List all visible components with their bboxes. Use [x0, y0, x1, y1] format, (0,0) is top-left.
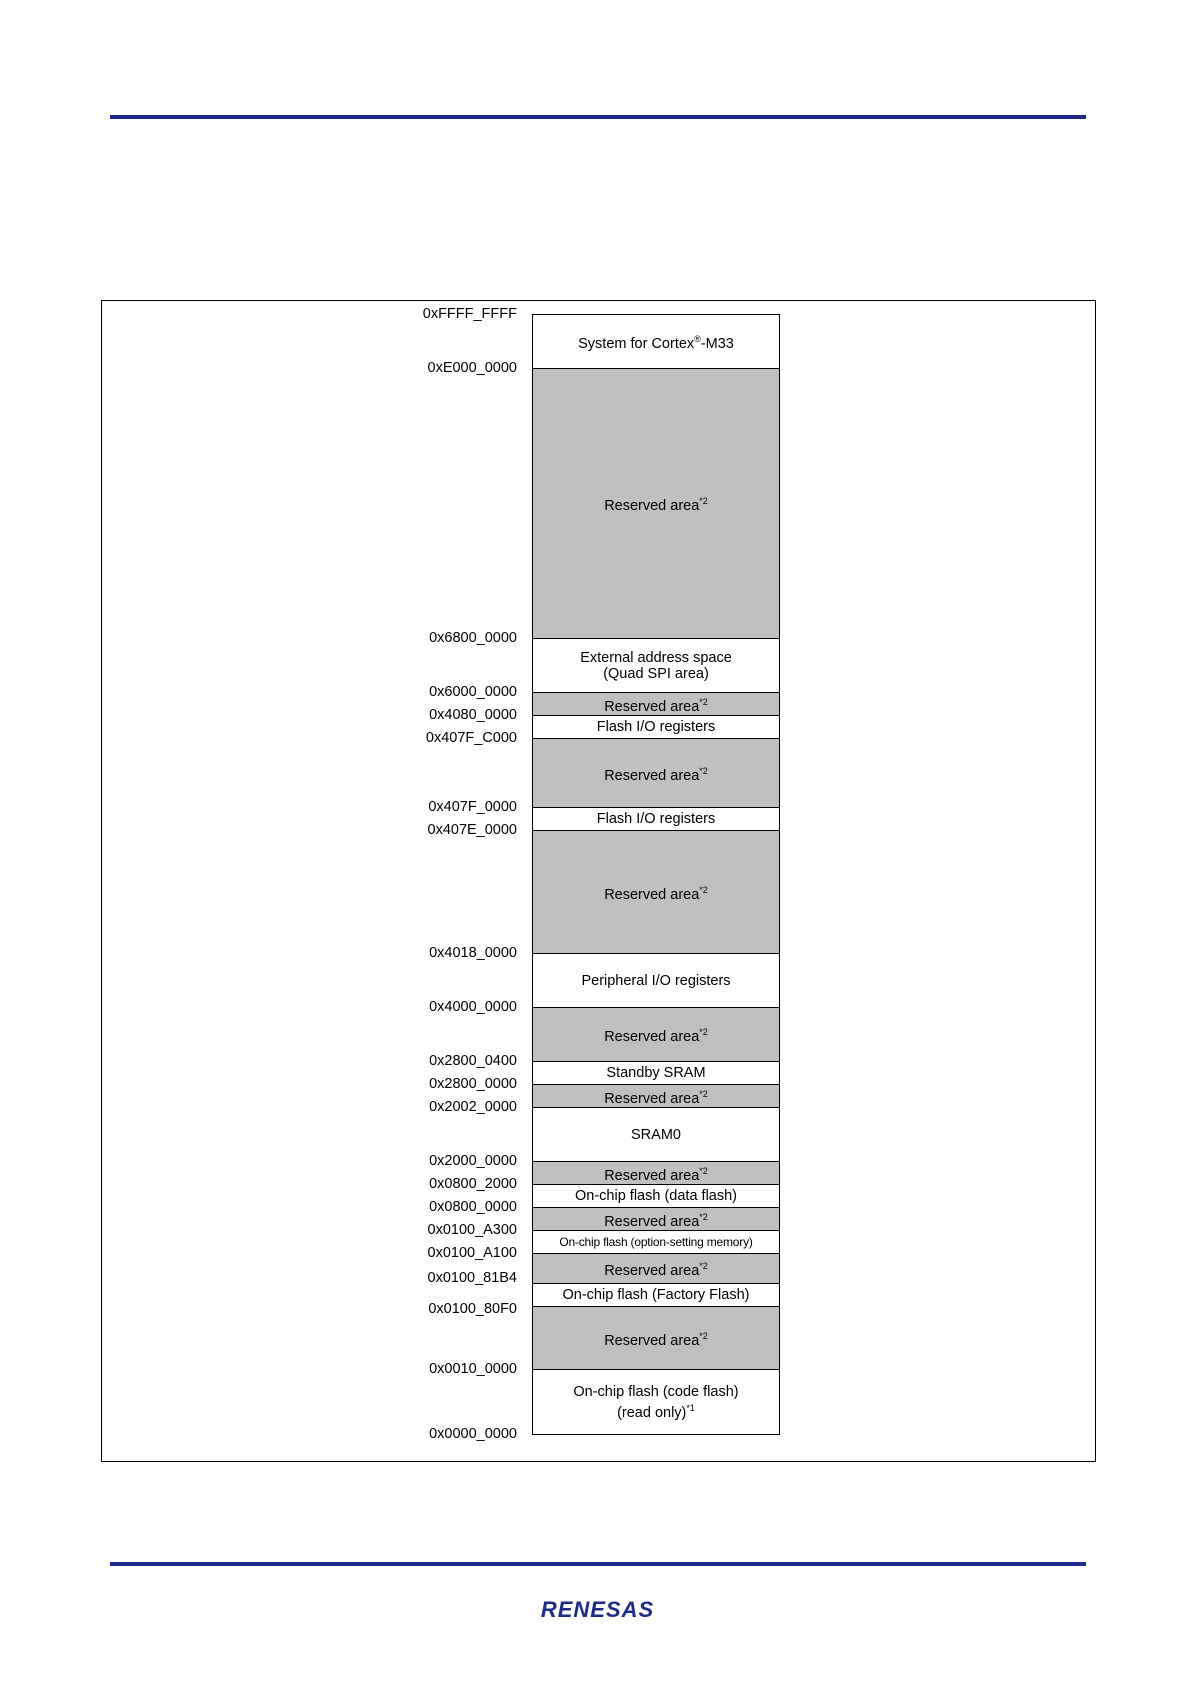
region-text: Flash I/O registers: [596, 811, 716, 827]
reserved-region: [532, 830, 780, 954]
address-label: 0x407E_0000: [427, 822, 517, 838]
region-label: [604, 493, 708, 514]
address-label: 0x6800_0000: [429, 630, 517, 646]
reserved-region: [532, 1253, 780, 1284]
region-text: Reserved area: [604, 886, 700, 903]
region-label: [604, 1209, 708, 1230]
region-label: [581, 973, 730, 989]
address-label: 0x0100_80F0: [428, 1301, 517, 1317]
region-text: Reserved area: [604, 1028, 700, 1045]
region-label: [597, 811, 715, 827]
memory-region: [532, 1184, 780, 1208]
address-label: 0x407F_C000: [425, 730, 517, 746]
region-text: Reserved area: [604, 1262, 700, 1279]
address-label: 0x407F_0000: [428, 799, 517, 815]
memory-region: [532, 715, 780, 739]
logo-text: RENESAS: [540, 1597, 655, 1622]
footnote-mark: ®: [694, 334, 701, 345]
region-label: [604, 1024, 708, 1045]
address-label: 0xE000_0000: [427, 360, 517, 376]
address-label: 0x6000_0000: [429, 684, 517, 700]
region-label: [604, 1328, 708, 1349]
address-label: 0xFFFF_FFFF: [422, 306, 517, 322]
footnote-mark: *2: [699, 696, 708, 707]
region-label: [597, 719, 715, 735]
region-text: On-chip flash (Factory Flash): [562, 1287, 750, 1303]
address-label: 0x4000_0000: [429, 999, 517, 1015]
footer-rule: [110, 1562, 1086, 1566]
address-label: 0x4018_0000: [429, 945, 517, 961]
address-label: 0x0100_A300: [427, 1222, 517, 1238]
footnote-mark: *2: [699, 884, 708, 895]
address-label: 0x2002_0000: [429, 1099, 517, 1115]
footnote-mark: *2: [699, 1211, 708, 1222]
memory-region: [532, 1061, 780, 1085]
address-label: 0x0000_0000: [429, 1426, 517, 1442]
memory-region: [532, 638, 780, 693]
region-label: [580, 650, 732, 682]
address-label: 0x0800_2000: [429, 1176, 517, 1192]
region-text: Standby SRAM: [606, 1065, 706, 1081]
region-label: [631, 1127, 681, 1143]
region-label: [578, 331, 734, 352]
region-text: Reserved area: [604, 1167, 700, 1184]
region-text: Reserved area: [604, 767, 700, 784]
address-label: 0x0100_81B4: [427, 1270, 517, 1286]
region-text: Reserved area: [604, 1332, 700, 1349]
region-text: On-chip flash (code flash): [573, 1383, 739, 1400]
header-rule: [110, 115, 1086, 119]
memory-region: [532, 807, 780, 831]
region-label: [559, 1234, 752, 1250]
region-label: [604, 1163, 708, 1184]
reserved-region: [532, 1306, 780, 1370]
memory-region: [532, 953, 780, 1008]
address-label: 0x4080_0000: [429, 707, 517, 723]
footnote-mark: *2: [699, 496, 708, 507]
region-label: [606, 1065, 705, 1081]
region-text: SRAM0: [631, 1126, 681, 1143]
footnote-mark: *1: [686, 1402, 695, 1413]
footnote-mark: *2: [699, 1330, 708, 1341]
region-text-suffix: -M33: [700, 335, 734, 352]
region-label: [604, 882, 708, 903]
region-text: External address space: [580, 649, 732, 666]
footnote-mark: *2: [699, 1027, 708, 1038]
reserved-region: [532, 738, 780, 808]
reserved-region: [532, 1161, 780, 1185]
memory-region: [532, 1230, 780, 1254]
footnote-mark: *2: [699, 1261, 708, 1272]
reserved-region: [532, 1084, 780, 1108]
memory-region: [532, 1369, 780, 1435]
address-label: 0x2800_0400: [429, 1053, 517, 1069]
address-label: 0x0100_A100: [427, 1245, 517, 1261]
memory-region: [532, 1107, 780, 1162]
region-label: [604, 1258, 708, 1279]
region-label: [573, 1384, 738, 1421]
memory-region: [532, 1283, 780, 1307]
region-label: [604, 763, 708, 784]
region-text: Reserved area: [604, 1213, 700, 1230]
region-text: On-chip flash (data flash): [575, 1188, 737, 1204]
address-label: 0x2800_0000: [429, 1076, 517, 1092]
reserved-region: [532, 692, 780, 716]
region-label: [604, 1086, 708, 1107]
reserved-region: [532, 368, 780, 639]
footnote-mark: *2: [699, 1165, 708, 1176]
region-label: [604, 694, 708, 715]
renesas-logo: [525, 1598, 670, 1622]
region-text: Reserved area: [604, 497, 700, 514]
region-text: Peripheral I/O registers: [581, 972, 731, 989]
region-text-line2: (read only): [617, 1404, 687, 1421]
address-label: 0x2000_0000: [429, 1153, 517, 1169]
region-text: Reserved area: [604, 698, 700, 715]
footnote-mark: *2: [699, 1088, 708, 1099]
reserved-region: [532, 1007, 780, 1062]
region-text: On-chip flash (option-setting memory): [559, 1235, 753, 1249]
memory-region: [532, 314, 780, 369]
address-label: 0x0010_0000: [429, 1361, 517, 1377]
reserved-region: [532, 1207, 780, 1231]
region-text: System for Cortex: [578, 335, 695, 352]
footnote-mark: *2: [699, 765, 708, 776]
region-text: Flash I/O registers: [596, 719, 716, 735]
region-label: [575, 1188, 737, 1204]
region-text-line2: (Quad SPI area): [603, 665, 709, 682]
region-text: Reserved area: [604, 1090, 700, 1107]
address-label: 0x0800_0000: [429, 1199, 517, 1215]
region-label: [563, 1287, 750, 1303]
